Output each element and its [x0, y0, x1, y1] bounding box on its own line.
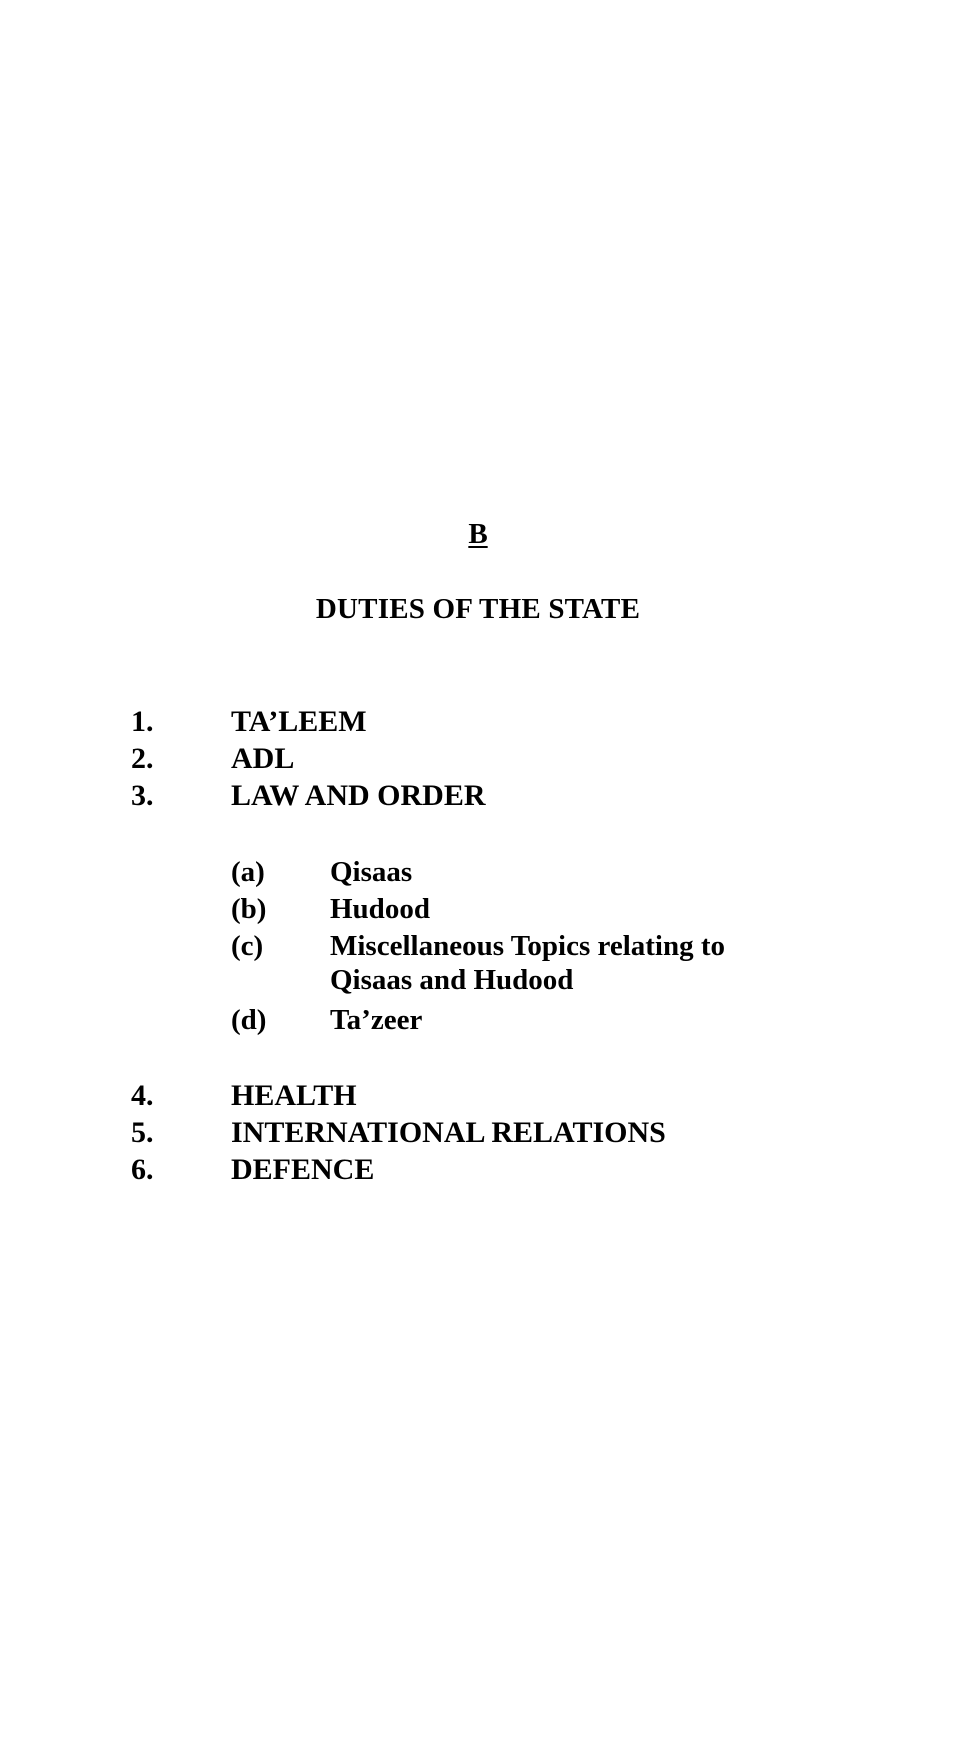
sub-item-label: Qisaas — [330, 856, 413, 888]
sub-item-label: Ta’zeer — [330, 1004, 423, 1036]
list-item — [131, 705, 367, 739]
sub-item-letter: (a) — [231, 856, 265, 888]
sub-list-item — [231, 929, 725, 997]
list-item — [131, 1153, 374, 1187]
item-label: INTERNATIONAL RELATIONS — [231, 1116, 666, 1149]
list-item — [131, 779, 486, 813]
item-number: 2. — [131, 742, 154, 775]
item-number: 4. — [131, 1079, 154, 1112]
item-label: ADL — [231, 742, 295, 775]
sub-item-label: Miscellaneous Topics relating to — [330, 930, 726, 962]
sub-item-label: Hudood — [330, 893, 430, 925]
sub-list-item — [231, 1003, 422, 1037]
sub-item-label-continuation: Qisaas and Hudood — [330, 964, 574, 996]
item-label: LAW AND ORDER — [231, 779, 486, 812]
item-number: 3. — [131, 779, 154, 812]
item-number: 5. — [131, 1116, 154, 1149]
list-item — [131, 1116, 666, 1150]
sub-item-letter: (b) — [231, 893, 267, 925]
sub-list-item — [231, 892, 430, 926]
section-title: DUTIES OF THE STATE — [315, 593, 641, 625]
sub-item-letter: (d) — [231, 1004, 267, 1036]
sub-item-letter: (c) — [231, 930, 264, 962]
list-item — [131, 1079, 357, 1113]
item-label: DEFENCE — [231, 1153, 375, 1186]
item-number: 1. — [131, 705, 154, 738]
section-letter: B — [468, 518, 488, 550]
item-number: 6. — [131, 1153, 154, 1186]
sub-list-item — [231, 855, 412, 889]
item-label: HEALTH — [231, 1079, 357, 1112]
list-item — [131, 742, 294, 776]
item-label: TA’LEEM — [231, 705, 367, 738]
